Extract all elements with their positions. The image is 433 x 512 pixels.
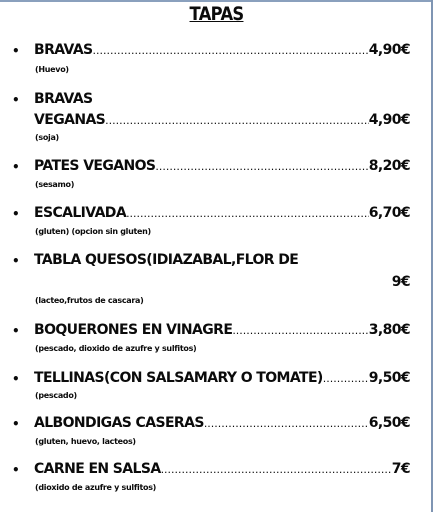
item-name: ESCALIVADA [34,205,127,221]
dot-leader [161,460,392,478]
item-name: TELLINAS(CON SALSAMARY O TOMATE) [34,370,323,386]
item-name: VEGANAS [34,112,106,128]
menu-item-line [34,321,410,339]
allergen-note: (dioxido de azufre y sulfitos) [35,483,157,492]
allergen-note: (gluten) (opcion sin gluten) [35,227,151,236]
item-name: PATES VEGANOS [34,158,156,174]
menu-item-line [34,273,410,291]
menu-item-line [34,157,410,175]
menu-item-line [34,460,410,478]
item-price: 6,70€ [368,205,410,221]
item-price: 9,50€ [368,370,410,386]
item-price: 9€ [391,274,410,290]
item-name: BRAVAS [34,42,93,58]
item-price: 3,80€ [368,322,410,338]
item-name: TABLA QUESOS(IDIAZABAL,FLOR DE [34,252,299,268]
item-price: 6,50€ [368,415,410,431]
dot-leader [105,111,369,129]
allergen-note: (soja) [35,133,59,142]
dot-leader [93,41,369,59]
item-price: 4,90€ [368,42,410,58]
item-price: 4,90€ [368,112,410,128]
dot-leader [126,204,369,222]
menu-item-line [34,41,410,59]
bullet: • [12,254,20,268]
allergen-note: (lacteo,frutos de cascara) [35,296,144,305]
allergen-note: (gluten, huevo, lacteos) [35,437,136,446]
allergen-note: (Huevo) [35,65,69,74]
menu-item-line [34,414,410,432]
bullet: • [12,160,20,174]
item-price: 8,20€ [368,158,410,174]
allergen-note: (pescado, dioxido de azufre y sulfitos) [35,344,197,353]
item-name: CARNE EN SALSA [34,461,161,477]
menu-item-line [34,251,410,269]
menu-item-line [34,369,410,387]
item-name: BOQUERONES EN VINAGRE [34,322,233,338]
bullet: • [12,207,20,221]
menu-item-line [34,204,410,222]
item-name: BRAVAS [34,91,93,107]
allergen-note: (sesamo) [35,180,75,189]
menu-title: TAPAS [189,3,244,25]
bullet: • [12,324,20,338]
bullet: • [12,372,20,386]
dot-leader [323,369,369,387]
menu-item-line [34,111,410,129]
page-border-top [0,0,433,2]
item-price: 7€ [391,461,410,477]
dot-leader [232,321,368,339]
bullet: • [12,417,20,431]
menu-item-line [34,90,410,108]
allergen-note: (pescado) [35,391,77,400]
bullet: • [12,44,20,58]
bullet: • [12,463,20,477]
item-name: ALBONDIGAS CASERAS [34,415,204,431]
bullet: • [12,93,20,107]
dot-leader [204,414,369,432]
dot-leader [155,157,368,175]
